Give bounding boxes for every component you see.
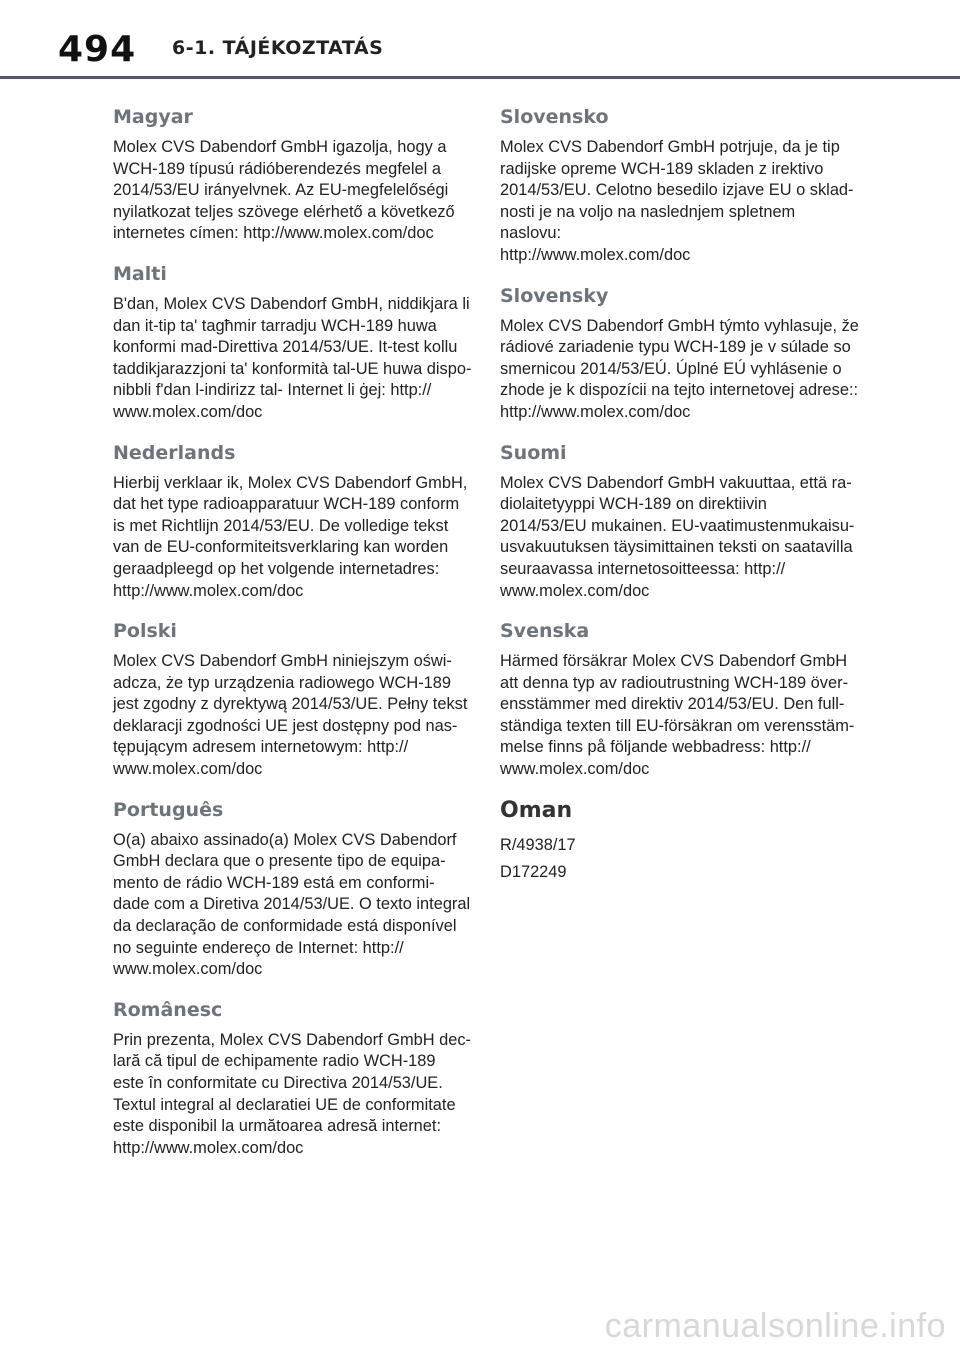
- page-header: [0, 0, 960, 80]
- language-block-suomi: [500, 440, 860, 603]
- oman-registration-number: R/4938/17: [500, 835, 576, 854]
- page-number: 494: [58, 29, 137, 70]
- oman-dealer-number: D172249: [500, 863, 567, 882]
- language-block-polski: [113, 618, 473, 781]
- watermark: carmanualsonline.info: [604, 1307, 946, 1345]
- language-heading: Magyar: [113, 106, 193, 128]
- language-heading: Slovensko: [500, 106, 609, 128]
- declaration-text: Hierbij verklaar ik, Molex CVS Dabendorf GmbH, dat het type radioapparatuur WCH-189 conform is met Richtlijn 2014/53/EU. De volledige tekst van de EU-conformiteitsverklaring kan worden geraadpleegd op het volgende internetadres: http://www.molex.com/doc: [113, 473, 468, 600]
- declaration-text: B'dan, Molex CVS Dabendorf GmbH, niddikjara li dan it-tip ta' tagħmir tarradju WCH-189 huwa konformi mad-Direttiva 2014/53/UE. It-test kollu taddikjarazzjoni ta' konformità tal-UE huwa dispo- nibbli f'dan l-indirizz tal- Internet li ġej: http:// www.molex.com/doc: [113, 294, 472, 421]
- declaration-text: Härmed försäkrar Molex CVS Dabendorf GmbH att denna typ av radioutrustning WCH-189 över- ensstämmer med direktiv 2014/53/EU. Den full- ständiga texten till EU-försäkran om verensstäm- melse finns på följande webbadress: http:// www.molex.com/doc: [500, 652, 855, 779]
- language-block-slovensko: [500, 104, 860, 267]
- declaration-text: Molex CVS Dabendorf GmbH týmto vyhlasuje, že rádiové zariadenie typu WCH-189 je v súlade so smernicou 2014/53/EÚ. Úplné EÚ vyhlásenie o zhode je k dispozícii na tejto internetovej adrese:: http://www.molex.com/doc: [500, 316, 859, 421]
- oman-heading: Oman: [500, 797, 573, 823]
- declaration-text: Prin prezenta, Molex CVS Dabendorf GmbH dec- lară că tipul de echipamente radio WCH-189 este în conformitate cu Directiva 2014/53/UE. Textul integral al declaratiei UE de conformitate este disponibil la următoarea adresă internet: http://www.molex.com/doc: [113, 1030, 472, 1157]
- declaration-text: Molex CVS Dabendorf GmbH igazolja, hogy a WCH-189 típusú rádióberendezés megfelel a 2014/53/EU irányelvnek. Az EU-megfelelőségi nyilatkozat teljes szövege elérhető a következő internetes címen: http://www.molex.com/doc: [113, 138, 455, 243]
- language-block-malti: [113, 261, 473, 424]
- language-heading: Malti: [113, 262, 167, 285]
- language-block-svenska: [500, 618, 860, 781]
- language-block-magyar: [113, 104, 473, 245]
- declaration-text: O(a) abaixo assinado(a) Molex CVS Dabendorf GmbH declara que o presente tipo de equipa- mento de rádio WCH-189 está em conformi- dade com a Diretiva 2014/53/UE. O texto integral da declaração de conformidade está disponível no seguinte endereço de Internet: http:// www.molex.com/doc: [113, 830, 471, 979]
- right-column: [500, 104, 860, 900]
- left-column: [113, 104, 473, 1175]
- language-block-slovensky: [500, 283, 860, 424]
- declaration-text: Molex CVS Dabendorf GmbH niniejszym oświ- adcza, że typ urządzenia radiowego WCH-189 jest zgodny z dyrektywą 2014/53/UE. Pełny tekst deklaracji zgodności UE jest dostępny pod nas- tępującym adresem internetowym: http:// www.molex.com/doc: [113, 652, 468, 779]
- language-heading: Nederlands: [113, 441, 236, 464]
- declaration-text: Molex CVS Dabendorf GmbH vakuuttaa, että ra- diolaitetyyppi WCH-189 on direktiivin 2014/53/EU mukainen. EU-vaatimustenmukaisu- usvakuutuksen täysimittainen teksti on saatavilla seuraavassa internetosoitteessa: http:// www.molex.com/doc: [500, 473, 855, 600]
- language-block-portugues: [113, 797, 473, 981]
- oman-block: [500, 797, 860, 884]
- header-divider: [0, 76, 960, 79]
- language-block-romanesc: [113, 997, 473, 1160]
- language-heading: Suomi: [500, 441, 567, 464]
- language-heading: Português: [113, 798, 224, 821]
- language-heading: Românesc: [113, 998, 223, 1021]
- language-heading: Svenska: [500, 620, 590, 643]
- language-block-nederlands: [113, 440, 473, 603]
- section-title: 6-1. TÁJÉKOZTATÁS: [172, 37, 384, 59]
- language-heading: Slovensky: [500, 284, 609, 307]
- language-heading: Polski: [113, 620, 177, 643]
- declaration-text: Molex CVS Dabendorf GmbH potrjuje, da je tip radijske opreme WCH-189 skladen z irektivo 2014/53/EU. Celotno besedilo izjave EU o sklad- nosti je na voljo na naslednjem spletnem naslovu: http://www.molex.com/doc: [500, 138, 854, 264]
